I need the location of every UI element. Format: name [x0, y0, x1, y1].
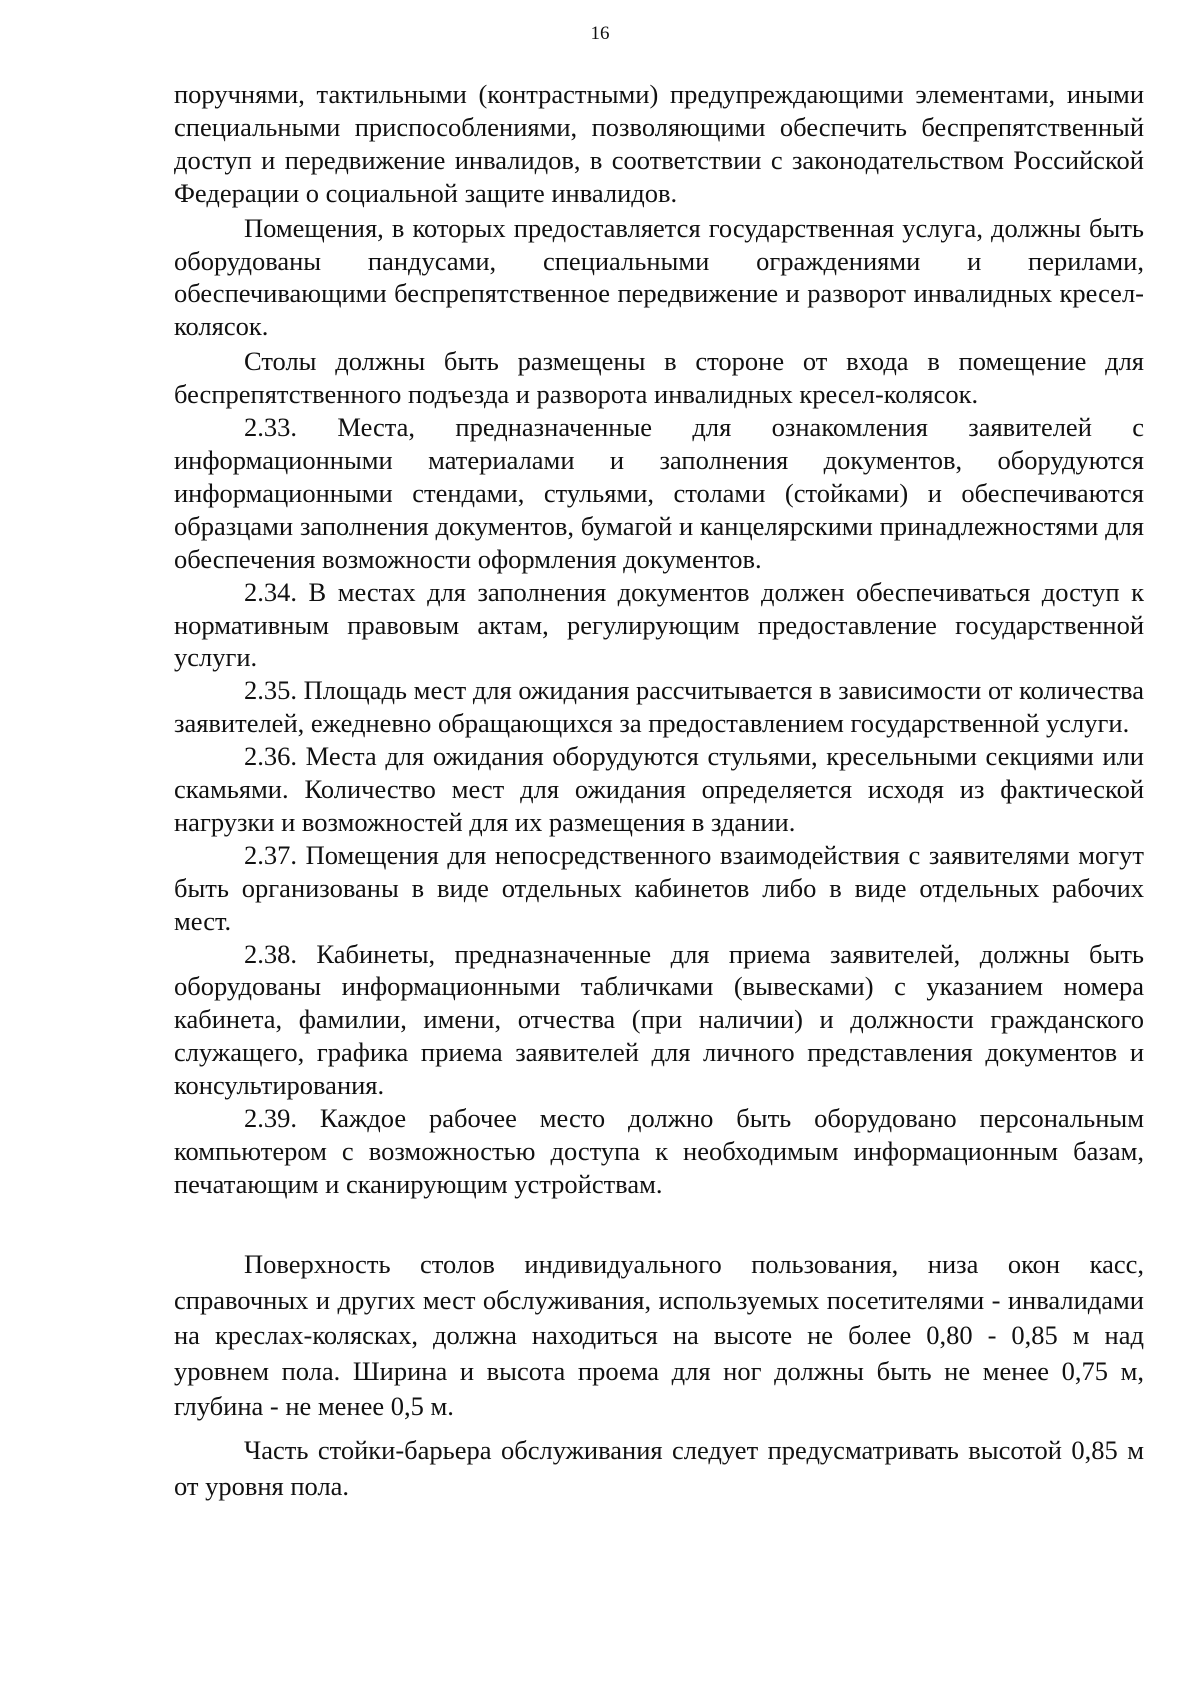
page-number: 16	[590, 23, 610, 44]
paragraph-2-36: 2.36. Места для ожидания оборудуются стульями, кресельными секциями или скамьями. Количество мест для ожидания определяется исходя из фактической нагрузки и возможностей для их размещения в здании.	[174, 741, 1144, 837]
paragraph-2-33: 2.33. Места, предназначенные для ознакомления заявителей с информационными материалами и заполнения документов, оборудуются информационными стендами, стульями, столами (стойками) и обеспечиваются образцами заполнения документов, бумагой и канцелярскими принадлежностями для обеспечения возможности оформления документов.	[174, 412, 1144, 574]
paragraph-tables: Столы должны быть размещены в стороне от входа в помещение для беспрепятственного подъезда и разворота инвалидных кресел-колясок.	[174, 346, 1144, 410]
paragraph-surface-height: Поверхность столов индивидуального пользования, низа окон касс, справочных и других мест обслуживания, используемых посетителями - инвалидами на креслах-колясках, должна находиться на высоте не более 0,80 - 0,85 м над уровнем пола. Ширина и высота проема для ног должны быть не менее 0,75 м, глубина - не менее 0,5 м.	[174, 1249, 1144, 1422]
document-body-lower	[174, 1247, 1144, 1504]
paragraph-premises: Помещения, в которых предоставляется государственная услуга, должны быть оборудованы пандусами, специальными ограждениями и перилами, обеспечивающими беспрепятственное передвижение и разворот инвалидных кресел-колясок.	[174, 212, 1144, 342]
paragraph-2-37: 2.37. Помещения для непосредственного взаимодействия с заявителями могут быть организованы в виде отдельных кабинетов либо в виде отдельных рабочих мест.	[174, 839, 1144, 936]
paragraph-continued: поручнями, тактильными (контрастными) предупреждающими элементами, иными специальными приспособлениями, позволяющими обеспечить беспрепятственный доступ и передвижение инвалидов, в соответствии с законодательством Российской Федерации о социальной защите инвалидов.	[174, 79, 1144, 208]
paragraph-counter-height: Часть стойки-барьера обслуживания следует предусматривать высотой 0,85 м от уровня пола.	[174, 1434, 1144, 1501]
paragraph-2-39: 2.39. Каждое рабочее место должно быть оборудовано персональным компьютером с возможностью доступа к необходимым информационным базам, печатающим и сканирующим устройствам.	[174, 1103, 1144, 1199]
paragraph-2-35: 2.35. Площадь мест для ожидания рассчитывается в зависимости от количества заявителей, ежедневно обращающихся за предоставлением государственной услуги.	[174, 675, 1144, 739]
paragraph-2-38: 2.38. Кабинеты, предназначенные для приема заявителей, должны быть оборудованы информационными табличками (вывесками) с указанием номера кабинета, фамилии, имени, отчества (при наличии) и должности гражданского служащего, графика приема заявителей для личного представления документов и консультирования.	[174, 938, 1144, 1101]
document-body-upper	[174, 78, 1144, 1201]
paragraph-2-34: 2.34. В местах для заполнения документов должен обеспечиваться доступ к нормативным правовым актам, регулирующим предоставление государственной услуги.	[174, 576, 1144, 673]
